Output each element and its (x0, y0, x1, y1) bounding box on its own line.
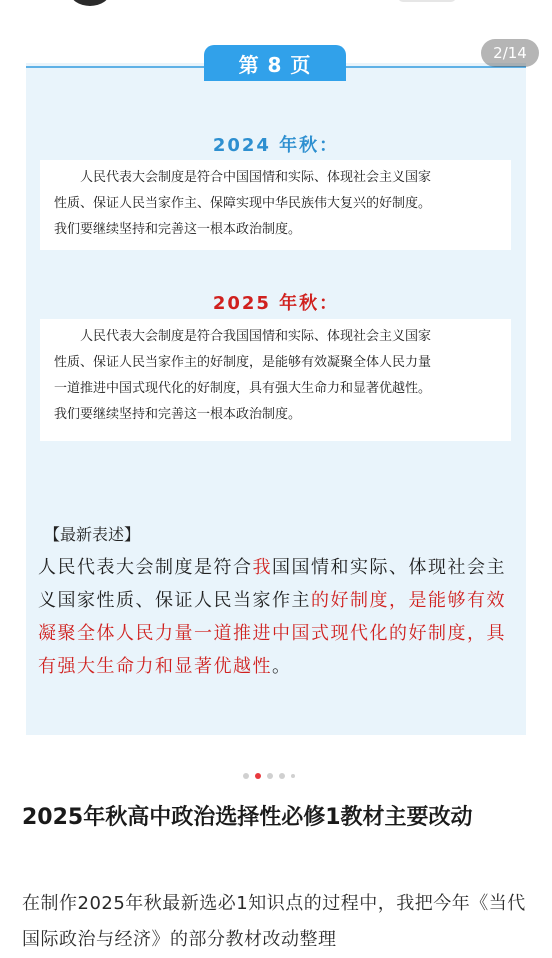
author-avatar[interactable] (70, 0, 110, 6)
quote-line: 我们要继续坚持和完善这一根本政治制度。 (54, 407, 302, 422)
latest-statement-text (38, 551, 510, 683)
header-placeholder (398, 0, 456, 2)
carousel-dot[interactable] (267, 773, 273, 779)
latest-segment-highlight: 我 (252, 557, 272, 578)
post-title: 2025年秋高中政治选择性必修1教材主要改动 (22, 805, 473, 830)
image-counter: 2/14 (481, 39, 539, 67)
latest-statement-label: 【最新表述】 (44, 525, 141, 544)
post-body-text: 在制作2025年秋最新选必1知识点的过程中，我把今年《当代国际政治与经济》的部分教材改动整理 (22, 893, 526, 950)
latest-segment: 人民代表大会制度是符合 (38, 557, 253, 578)
carousel-dot[interactable] (291, 774, 295, 778)
latest-segment: 。 (272, 656, 292, 677)
section-title-2025: 2025 年秋： (212, 293, 340, 314)
quote-line: 我们要继续坚持和完善这一根本政治制度。 (54, 222, 302, 237)
latest-segment-highlight: 的好制度，是能够有效凝聚全体人民力量一道推进中国式现代化的好制度，具有强大生命力和显著优越性 (38, 590, 506, 677)
page-tab-label: 第 8 页 (204, 45, 346, 81)
carousel-dot-active[interactable] (255, 773, 261, 779)
quote-line: 性质、保证人民当家作主的好制度，是能够有效凝聚全体人民力量 (54, 355, 432, 370)
carousel-dots (243, 773, 295, 779)
carousel-dot[interactable] (279, 773, 285, 779)
latest-segment: 国国情和实际、体现社会主义国家性质、保证人民当家作主 (38, 557, 506, 611)
quote-box-2024 (40, 160, 511, 250)
quote-line: 性质、保证人民当家作主、保障实现中华民族伟大复兴的好制度。 (54, 196, 432, 211)
quote-line: 人民代表大会制度是符合中国国情和实际、体现社会主义国家 (80, 170, 432, 185)
carousel-dot[interactable] (243, 773, 249, 779)
quote-box-2025 (40, 319, 511, 441)
section-title-2024: 2024 年秋： (212, 135, 340, 156)
quote-line: 人民代表大会制度是符合我国国情和实际、体现社会主义国家 (80, 329, 432, 344)
quote-line: 一道推进中国式现代化的好制度，具有强大生命力和显著优越性。 (54, 381, 432, 396)
